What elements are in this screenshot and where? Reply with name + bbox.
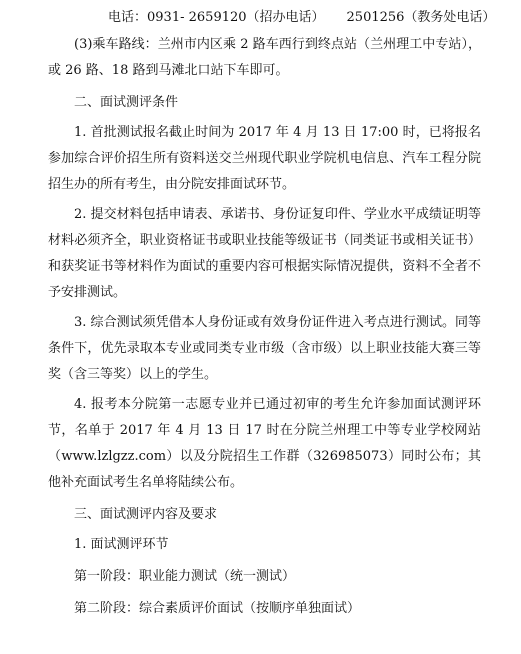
academic-phone: 2501256（教务处电话） — [346, 10, 496, 25]
subsection-1-heading: 1. 面试测评环节 — [74, 537, 169, 552]
stage-2-line: 第二阶段：综合素质评价面试（按顺序单独面试） — [74, 601, 361, 616]
condition-item-3: 3. 综合测试须凭借本人身份证或有效身份证件进入考点进行测试。同等条件下，优先录取本专业或同类专业市级（含市级）以上职业技能大赛三等奖（含三等奖）以上的学生。 — [48, 315, 481, 382]
condition-item-2: 2. 提交材料包括申请表、承诺书、身份证复印件、学业水平成绩证明等材料必须齐全，职业资格证书或职业技能等级证书（同类证书或相关证书）和获奖证书等材料作为面试的重要内容可根据实际情况提供，资料不全者不予安排测试。 — [48, 207, 481, 300]
section-3-heading: 三、面试测评内容及要求 — [74, 507, 218, 522]
stage-1-line: 第一阶段：职业能力测试（统一测试） — [74, 569, 296, 584]
route-paragraph: (3)乘车路线：兰州市内区乘 2 路车西行到终点站（兰州理工中专站），或 26 路、18 路到马滩北口站下车即可。 — [48, 37, 481, 78]
admissions-phone: 0931- 2659120（招办电话） — [147, 10, 325, 25]
condition-item-4: 4. 报考本分院第一志愿专业并已通过初审的考生允许参加面试测评环节，名单于 2017 年 4 月 13 日 17 时在分院兰州理工中等专业学校网站（www.lzlgzz.com）以及分院招生工作群（326985073）同时公布；其他补充面试考生名单将陆续公布。 — [48, 397, 481, 490]
section-2-heading: 二、面试测评条件 — [74, 95, 179, 110]
contact-phone-line — [48, 6, 496, 30]
condition-item-1: 1. 首批测试报名截止时间为 2017 年 4 月 13 日 17:00 时，已将报名参加综合评价招生所有资料送交兰州现代职业学院机电信息、汽车工程分院招生办的所有考生，由分院安排面试环节。 — [48, 125, 481, 192]
phone-label: 电话： — [108, 10, 148, 25]
